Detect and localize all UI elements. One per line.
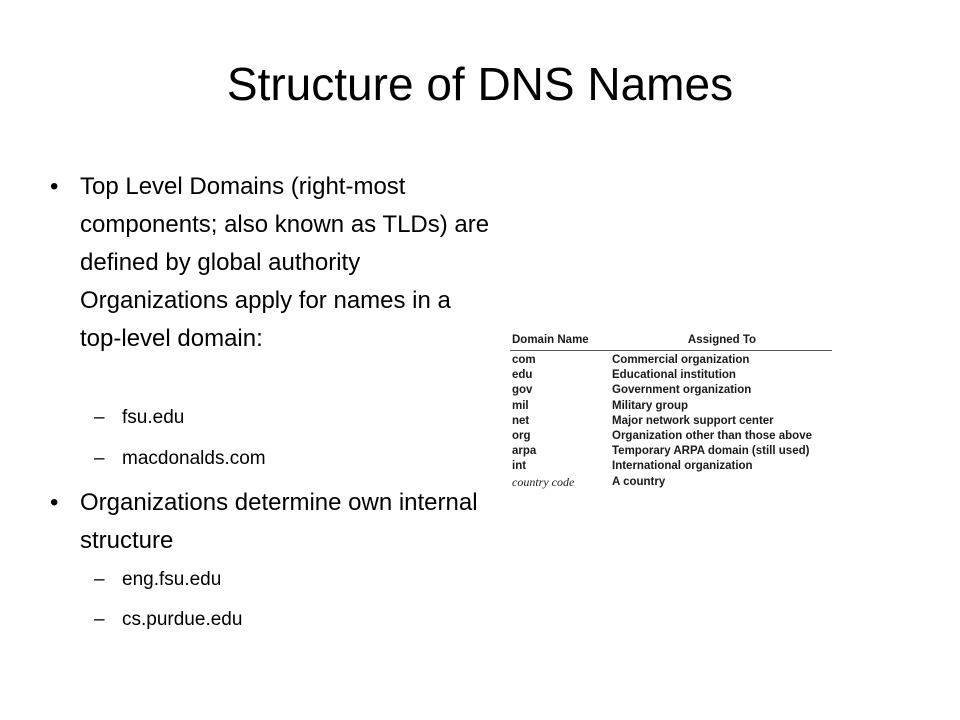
bullet-marker: • [50, 489, 59, 516]
assigned-to-cell: Major network support center [612, 414, 774, 427]
tld-table [510, 334, 832, 490]
table-row [510, 383, 832, 398]
sub-bullet-item [94, 446, 266, 472]
table-row [510, 459, 832, 474]
column-header-assigned-to: Assigned To [612, 334, 832, 351]
assigned-to-cell: A country [612, 475, 666, 488]
bullet-text: Top Level Domains (right-most components; also known as TLDs) are defined by global authority Organizations apply for names in a top-level domain: [80, 173, 490, 352]
assigned-to-cell: Military group [612, 399, 689, 412]
assigned-to-cell: Educational institution [612, 369, 736, 382]
assigned-to-cell: Commercial organization [612, 354, 750, 366]
sub-bullet-marker: – [94, 569, 105, 590]
table-row [510, 444, 832, 459]
domain-name-cell: arpa [512, 445, 537, 458]
sub-bullet-marker: – [94, 448, 105, 469]
bullet-item [50, 168, 492, 358]
sub-bullet-marker: – [94, 609, 105, 630]
column-header-domain-name: Domain Name [510, 334, 612, 351]
table-row [510, 368, 832, 383]
domain-name-cell: edu [512, 369, 533, 382]
sub-bullet-item [94, 567, 222, 593]
sub-bullet-text: macdonalds.com [122, 448, 266, 469]
domain-name-cell: com [512, 354, 536, 366]
sub-bullet-text: cs.purdue.edu [122, 609, 243, 630]
domain-name-cell: gov [512, 384, 533, 397]
table-row [510, 475, 832, 490]
sub-bullet-item [94, 405, 185, 431]
domain-name-cell: net [512, 414, 530, 427]
domain-name-cell: country code [512, 474, 575, 489]
sub-bullet-marker: – [94, 407, 105, 428]
table-row [510, 351, 832, 369]
table-row [510, 429, 832, 444]
table-header-row [510, 334, 832, 351]
domain-name-cell: int [512, 460, 527, 473]
bullet-text: Organizations determine own internal structure [80, 489, 478, 554]
bullet-item [50, 484, 492, 560]
bullet-marker: • [50, 173, 59, 200]
domain-name-cell: mil [512, 399, 529, 412]
slide-title: Structure of DNS Names [226, 58, 734, 110]
sub-bullet-text: fsu.edu [122, 407, 185, 428]
sub-bullet-item [94, 607, 243, 633]
assigned-to-cell: International organization [612, 460, 753, 473]
table-row [510, 399, 832, 414]
assigned-to-cell: Temporary ARPA domain (still used) [612, 445, 810, 458]
domain-name-cell: org [512, 430, 531, 443]
assigned-to-cell: Organization other than those above [612, 430, 812, 443]
assigned-to-cell: Government organization [612, 384, 752, 397]
table-row [510, 414, 832, 429]
sub-bullet-text: eng.fsu.edu [122, 569, 222, 590]
